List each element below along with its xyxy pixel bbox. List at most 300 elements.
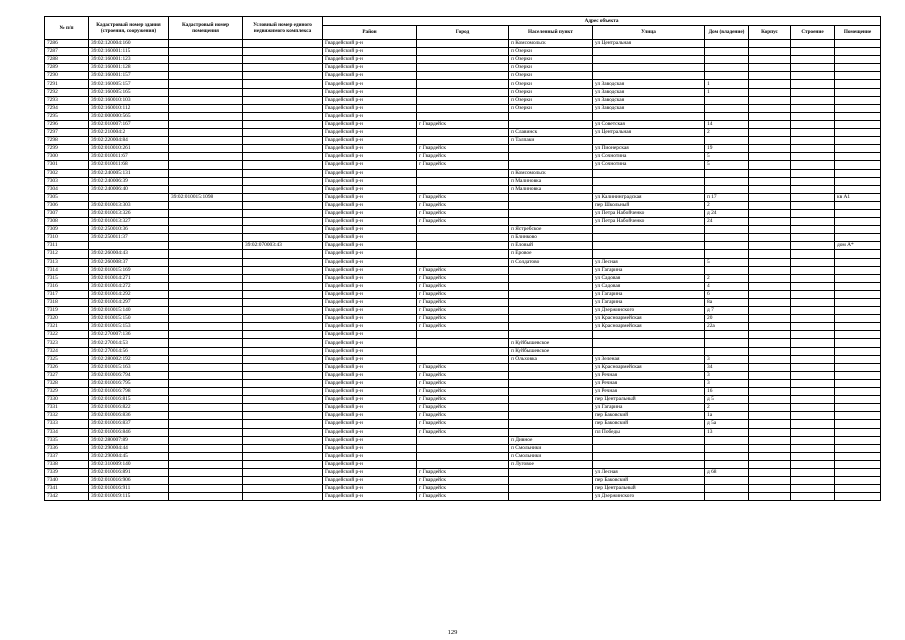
- cell-city: [417, 355, 509, 363]
- cell-stroenie: [791, 250, 835, 258]
- table-row: [45, 161, 881, 169]
- cell-district: Гвардейский р-н: [323, 274, 417, 282]
- cell-num: 7307: [45, 209, 89, 217]
- cell-stroenie: [791, 226, 835, 234]
- table-row: [45, 460, 881, 468]
- cell-house: д 5а: [705, 420, 749, 428]
- cell-num: 7342: [45, 493, 89, 501]
- cell-num: 7299: [45, 145, 89, 153]
- cell-conditional: [243, 331, 323, 339]
- cell-conditional: [243, 379, 323, 387]
- table-row: [45, 80, 881, 88]
- cell-house: [705, 185, 749, 193]
- cell-conditional: [243, 282, 323, 290]
- cell-city: г Гвардейск: [417, 371, 509, 379]
- cell-cadastral-room: [169, 396, 243, 404]
- cell-settlement: [509, 266, 593, 274]
- table-row: [45, 258, 881, 266]
- cell-stroenie: [791, 444, 835, 452]
- table-row: [45, 104, 881, 112]
- cell-num: 7341: [45, 485, 89, 493]
- table-row: [45, 88, 881, 96]
- cell-city: [417, 48, 509, 56]
- cell-room: [835, 355, 881, 363]
- cell-house: 2: [705, 274, 749, 282]
- cell-house: [705, 177, 749, 185]
- cell-room: [835, 339, 881, 347]
- cell-street: ул Дзержинского: [593, 493, 705, 501]
- table-row: [45, 201, 881, 209]
- table-row: [45, 185, 881, 193]
- cell-settlement: [509, 420, 593, 428]
- cell-house: 14: [705, 120, 749, 128]
- cell-conditional: [243, 169, 323, 177]
- cell-conditional: [243, 161, 323, 169]
- cell-settlement: п Комсомольск: [509, 169, 593, 177]
- cell-street: [593, 169, 705, 177]
- cell-street: ул Лесная: [593, 468, 705, 476]
- cell-cadastral-building: 39:02:290004:45: [89, 452, 169, 460]
- cell-district: Гвардейский р-н: [323, 120, 417, 128]
- cell-cadastral-building: 39:02:160010:112: [89, 104, 169, 112]
- cell-district: Гвардейский р-н: [323, 72, 417, 80]
- cell-korpus: [749, 379, 791, 387]
- cell-street: ул Речная: [593, 379, 705, 387]
- address-register-table: [44, 16, 881, 501]
- cell-conditional: [243, 129, 323, 137]
- cell-settlement: [509, 331, 593, 339]
- cell-cadastral-building: 39:02:010016:815: [89, 396, 169, 404]
- cell-korpus: [749, 88, 791, 96]
- table-row: [45, 339, 881, 347]
- cell-conditional: [243, 218, 323, 226]
- cell-stroenie: [791, 153, 835, 161]
- cell-house: 5: [705, 161, 749, 169]
- cell-cadastral-building: 39:02:160001:128: [89, 64, 169, 72]
- table-row: [45, 40, 881, 48]
- cell-district: Гвардейский р-н: [323, 363, 417, 371]
- cell-stroenie: [791, 137, 835, 145]
- cell-settlement: п Солдатово: [509, 258, 593, 266]
- cell-settlement: [509, 120, 593, 128]
- cell-conditional: [243, 388, 323, 396]
- cell-stroenie: [791, 242, 835, 250]
- cell-num: 7337: [45, 452, 89, 460]
- cell-stroenie: [791, 331, 835, 339]
- cell-num: 7303: [45, 177, 89, 185]
- cell-settlement: [509, 161, 593, 169]
- cell-stroenie: [791, 460, 835, 468]
- cell-city: [417, 436, 509, 444]
- cell-stroenie: [791, 493, 835, 501]
- cell-city: [417, 72, 509, 80]
- cell-num: 7297: [45, 129, 89, 137]
- col-header-cadastral-building: Кадастровый номер здания (строения, сооружения): [89, 17, 169, 40]
- cell-cadastral-room: [169, 404, 243, 412]
- cell-cadastral-room: [169, 48, 243, 56]
- cell-cadastral-building: [89, 193, 169, 201]
- cell-room: [835, 485, 881, 493]
- cell-num: 7319: [45, 307, 89, 315]
- cell-settlement: п Озерки: [509, 96, 593, 104]
- cell-room: [835, 493, 881, 501]
- cell-conditional: [243, 323, 323, 331]
- table-row: [45, 428, 881, 436]
- cell-house: [705, 226, 749, 234]
- cell-district: Гвардейский р-н: [323, 477, 417, 485]
- cell-room: [835, 436, 881, 444]
- cell-house: [705, 48, 749, 56]
- cell-num: 7332: [45, 412, 89, 420]
- cell-conditional: [243, 444, 323, 452]
- cell-korpus: [749, 388, 791, 396]
- cell-room: [835, 258, 881, 266]
- cell-korpus: [749, 209, 791, 217]
- cell-cadastral-building: 39:02:010015:169: [89, 266, 169, 274]
- cell-house: 3: [705, 371, 749, 379]
- col-header-stroenie: Строение: [791, 26, 835, 40]
- cell-cadastral-building: 39:02:010013:326: [89, 209, 169, 217]
- cell-street: [593, 331, 705, 339]
- cell-cadastral-room: [169, 96, 243, 104]
- cell-korpus: [749, 177, 791, 185]
- cell-korpus: [749, 80, 791, 88]
- cell-settlement: [509, 282, 593, 290]
- cell-settlement: п Малиновка: [509, 177, 593, 185]
- cell-district: Гвардейский р-н: [323, 331, 417, 339]
- cell-cadastral-building: 39:02:010016:891: [89, 468, 169, 476]
- cell-street: ул Зеленая: [593, 355, 705, 363]
- cell-cadastral-room: [169, 177, 243, 185]
- table-row: [45, 129, 881, 137]
- cell-cadastral-room: [169, 218, 243, 226]
- cell-district: Гвардейский р-н: [323, 88, 417, 96]
- cell-korpus: [749, 436, 791, 444]
- table-row: [45, 420, 881, 428]
- table-row: [45, 452, 881, 460]
- cell-conditional: [243, 404, 323, 412]
- cell-settlement: п Озерки: [509, 64, 593, 72]
- cell-num: 7329: [45, 388, 89, 396]
- cell-street: ул Лесная: [593, 258, 705, 266]
- cell-street: ул Петра Набойченко: [593, 209, 705, 217]
- cell-house: д 5: [705, 396, 749, 404]
- cell-city: г Гвардейск: [417, 468, 509, 476]
- cell-city: [417, 339, 509, 347]
- cell-room: [835, 274, 881, 282]
- table-row: [45, 209, 881, 217]
- cell-house: [705, 169, 749, 177]
- cell-district: Гвардейский р-н: [323, 64, 417, 72]
- cell-settlement: [509, 388, 593, 396]
- cell-stroenie: [791, 307, 835, 315]
- cell-cadastral-building: 39:02:010015:153: [89, 323, 169, 331]
- cell-city: [417, 104, 509, 112]
- cell-city: [417, 185, 509, 193]
- cell-house: [705, 452, 749, 460]
- cell-cadastral-building: [89, 242, 169, 250]
- cell-cadastral-room: [169, 299, 243, 307]
- cell-cadastral-building: 39:02:250010:36: [89, 226, 169, 234]
- cell-korpus: [749, 234, 791, 242]
- cell-korpus: [749, 129, 791, 137]
- cell-korpus: [749, 72, 791, 80]
- cell-cadastral-building: 39:02:160005:165: [89, 88, 169, 96]
- cell-cadastral-room: [169, 371, 243, 379]
- cell-cadastral-building: 39:02:280007:89: [89, 436, 169, 444]
- cell-room: дом А*: [835, 242, 881, 250]
- table-body: [45, 40, 881, 501]
- cell-cadastral-building: 39:02:250011:37: [89, 234, 169, 242]
- cell-settlement: [509, 274, 593, 282]
- cell-cadastral-building: 39:02:010016:846: [89, 428, 169, 436]
- cell-conditional: [243, 64, 323, 72]
- cell-street: [593, 226, 705, 234]
- cell-conditional: [243, 339, 323, 347]
- cell-korpus: [749, 137, 791, 145]
- cell-street: ул Гагарина: [593, 290, 705, 298]
- cell-conditional: [243, 56, 323, 64]
- cell-settlement: п Озерки: [509, 88, 593, 96]
- cell-conditional: [243, 460, 323, 468]
- cell-num: 7295: [45, 112, 89, 120]
- cell-stroenie: [791, 120, 835, 128]
- cell-room: [835, 379, 881, 387]
- cell-city: [417, 331, 509, 339]
- cell-street: пер Центральный: [593, 485, 705, 493]
- table-row: [45, 299, 881, 307]
- cell-house: 3: [705, 355, 749, 363]
- cell-district: Гвардейский р-н: [323, 145, 417, 153]
- cell-stroenie: [791, 428, 835, 436]
- table-row: [45, 468, 881, 476]
- cell-street: [593, 185, 705, 193]
- cell-korpus: [749, 161, 791, 169]
- cell-num: 7330: [45, 396, 89, 404]
- cell-conditional: [243, 485, 323, 493]
- cell-korpus: [749, 242, 791, 250]
- cell-city: [417, 460, 509, 468]
- cell-district: Гвардейский р-н: [323, 48, 417, 56]
- cell-district: Гвардейский р-н: [323, 485, 417, 493]
- cell-settlement: [509, 485, 593, 493]
- cell-cadastral-room: [169, 274, 243, 282]
- cell-house: [705, 234, 749, 242]
- cell-korpus: [749, 48, 791, 56]
- cell-cadastral-building: 39:02:240006:40: [89, 185, 169, 193]
- cell-room: [835, 201, 881, 209]
- cell-cadastral-room: [169, 137, 243, 145]
- cell-district: Гвардейский р-н: [323, 315, 417, 323]
- cell-house: д 24: [705, 209, 749, 217]
- cell-num: 7308: [45, 218, 89, 226]
- cell-num: 7300: [45, 153, 89, 161]
- cell-korpus: [749, 331, 791, 339]
- cell-stroenie: [791, 468, 835, 476]
- cell-num: 7314: [45, 266, 89, 274]
- cell-settlement: [509, 218, 593, 226]
- cell-city: г Гвардейск: [417, 145, 509, 153]
- cell-num: 7331: [45, 404, 89, 412]
- cell-settlement: [509, 145, 593, 153]
- cell-district: Гвардейский р-н: [323, 420, 417, 428]
- cell-house: [705, 137, 749, 145]
- cell-cadastral-room: [169, 428, 243, 436]
- cell-stroenie: [791, 379, 835, 387]
- cell-settlement: [509, 493, 593, 501]
- cell-city: г Гвардейск: [417, 299, 509, 307]
- cell-num: 7294: [45, 104, 89, 112]
- cell-num: 7320: [45, 315, 89, 323]
- cell-num: 7292: [45, 88, 89, 96]
- cell-room: [835, 112, 881, 120]
- cell-cadastral-room: [169, 282, 243, 290]
- cell-street: пер Баковский: [593, 477, 705, 485]
- cell-korpus: [749, 452, 791, 460]
- cell-room: [835, 307, 881, 315]
- cell-conditional: [243, 428, 323, 436]
- cell-city: г Гвардейск: [417, 201, 509, 209]
- cell-conditional: [243, 274, 323, 282]
- table-row: [45, 242, 881, 250]
- cell-street: ул Садовая: [593, 274, 705, 282]
- cell-conditional: [243, 104, 323, 112]
- cell-cadastral-room: [169, 339, 243, 347]
- cell-settlement: [509, 404, 593, 412]
- cell-settlement: п Озерки: [509, 80, 593, 88]
- cell-district: Гвардейский р-н: [323, 444, 417, 452]
- cell-conditional: [243, 436, 323, 444]
- col-header-address-group: Адрес объекта: [323, 17, 881, 26]
- cell-room: [835, 161, 881, 169]
- cell-num: 7316: [45, 282, 89, 290]
- cell-stroenie: [791, 64, 835, 72]
- cell-settlement: [509, 112, 593, 120]
- cell-room: [835, 266, 881, 274]
- cell-district: Гвардейский р-н: [323, 153, 417, 161]
- cell-conditional: [243, 468, 323, 476]
- cell-conditional: [243, 371, 323, 379]
- cell-house: 5: [705, 153, 749, 161]
- cell-stroenie: [791, 420, 835, 428]
- cell-settlement: п Смольники: [509, 444, 593, 452]
- cell-street: [593, 112, 705, 120]
- cell-cadastral-building: 39:02:270007:136: [89, 331, 169, 339]
- cell-conditional: [243, 88, 323, 96]
- cell-street: ул Сочнотина: [593, 161, 705, 169]
- cell-district: Гвардейский р-н: [323, 250, 417, 258]
- cell-korpus: [749, 282, 791, 290]
- table-row: [45, 120, 881, 128]
- cell-street: [593, 48, 705, 56]
- cell-conditional: [243, 412, 323, 420]
- cell-room: [835, 177, 881, 185]
- cell-street: ул Гагарина: [593, 299, 705, 307]
- table-row: [45, 404, 881, 412]
- cell-cadastral-building: 39:02:260004:43: [89, 250, 169, 258]
- cell-city: [417, 56, 509, 64]
- cell-cadastral-room: [169, 258, 243, 266]
- cell-street: [593, 444, 705, 452]
- cell-settlement: п Еровое: [509, 250, 593, 258]
- cell-cadastral-room: [169, 120, 243, 128]
- cell-settlement: п Смольники: [509, 452, 593, 460]
- cell-cadastral-building: 39:02:010013:327: [89, 218, 169, 226]
- cell-house: [705, 339, 749, 347]
- col-header-conditional: Условный номер единого недвижимого комплекса: [243, 17, 323, 40]
- cell-street: ул Красноармейская: [593, 363, 705, 371]
- cell-house: д 7: [705, 307, 749, 315]
- cell-conditional: 39:02:070003:43: [243, 242, 323, 250]
- cell-street: ул Пионерская: [593, 145, 705, 153]
- cell-city: [417, 112, 509, 120]
- cell-num: 7310: [45, 234, 89, 242]
- cell-num: 7288: [45, 56, 89, 64]
- cell-stroenie: [791, 299, 835, 307]
- cell-house: 22а: [705, 323, 749, 331]
- cell-korpus: [749, 396, 791, 404]
- cell-house: [705, 493, 749, 501]
- table-row: [45, 96, 881, 104]
- cell-street: ул Заводская: [593, 88, 705, 96]
- cell-stroenie: [791, 282, 835, 290]
- cell-city: [417, 444, 509, 452]
- cell-cadastral-room: [169, 444, 243, 452]
- table-row: [45, 56, 881, 64]
- cell-street: [593, 137, 705, 145]
- cell-korpus: [749, 153, 791, 161]
- cell-city: [417, 226, 509, 234]
- cell-conditional: [243, 112, 323, 120]
- cell-cadastral-room: [169, 234, 243, 242]
- cell-street: [593, 64, 705, 72]
- cell-house: [705, 331, 749, 339]
- cell-street: ул Гагарина: [593, 404, 705, 412]
- cell-korpus: [749, 485, 791, 493]
- cell-settlement: [509, 193, 593, 201]
- cell-num: 7322: [45, 331, 89, 339]
- cell-room: [835, 120, 881, 128]
- table-row: [45, 444, 881, 452]
- cell-num: 7326: [45, 363, 89, 371]
- cell-settlement: п Малиновка: [509, 185, 593, 193]
- table-row: [45, 169, 881, 177]
- cell-street: [593, 177, 705, 185]
- cell-room: [835, 460, 881, 468]
- cell-cadastral-building: 39:02:270014:53: [89, 339, 169, 347]
- table-row: [45, 371, 881, 379]
- cell-korpus: [749, 404, 791, 412]
- cell-city: г Гвардейск: [417, 493, 509, 501]
- cell-house: 13: [705, 428, 749, 436]
- cell-city: г Гвардейск: [417, 218, 509, 226]
- cell-conditional: [243, 185, 323, 193]
- table-row: [45, 477, 881, 485]
- cell-conditional: [243, 315, 323, 323]
- cell-settlement: п Озерки: [509, 104, 593, 112]
- cell-house: 5: [705, 258, 749, 266]
- cell-cadastral-building: 39:02:310009:140: [89, 460, 169, 468]
- cell-cadastral-building: 39:02:010015:163: [89, 363, 169, 371]
- cell-room: [835, 185, 881, 193]
- cell-house: [705, 112, 749, 120]
- cell-room: [835, 452, 881, 460]
- cell-settlement: п Талпаки: [509, 137, 593, 145]
- cell-street: ул Заводская: [593, 80, 705, 88]
- cell-room: [835, 104, 881, 112]
- cell-settlement: п Куйбышевское: [509, 339, 593, 347]
- cell-city: [417, 258, 509, 266]
